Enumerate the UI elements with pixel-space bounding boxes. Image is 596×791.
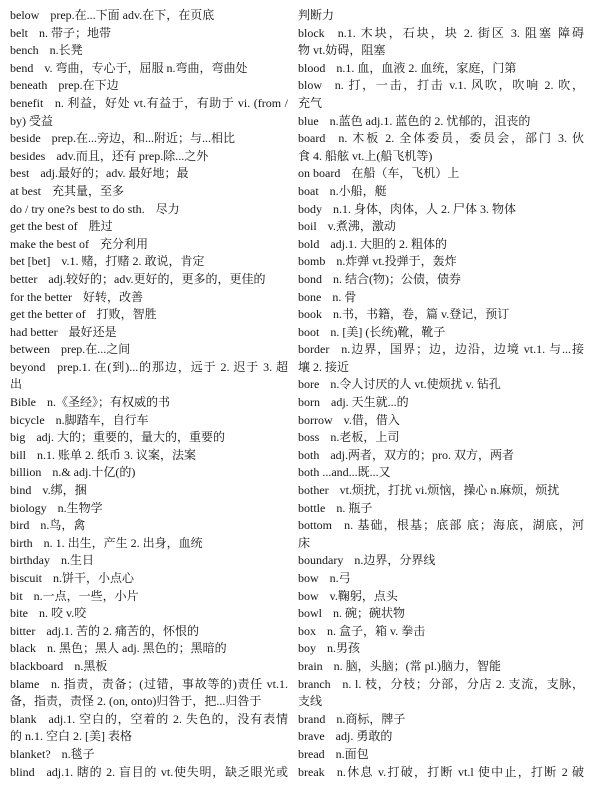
entry-term: beside <box>10 131 41 146</box>
entry <box>298 25 584 43</box>
entry-definition: n.生物学 <box>57 500 103 515</box>
entry <box>10 517 288 535</box>
entry-term: box <box>298 623 316 638</box>
entry-term: bowl <box>298 606 322 621</box>
entry-definition: v.1. 赌，打赌 2. 敢说，肯定 <box>61 254 205 269</box>
entry <box>298 218 584 236</box>
entry <box>10 359 288 377</box>
entry-term: between <box>10 342 50 357</box>
entry-definition-continued: 支线 <box>298 694 323 709</box>
entry <box>10 711 288 729</box>
entry-definition: n.弓 <box>329 571 351 585</box>
entry-term: better <box>10 271 38 286</box>
entry <box>298 764 584 782</box>
entry-term: do / try one?s best to do sth. <box>10 201 145 216</box>
entry-definition: n.边界，分界线 <box>354 553 436 568</box>
entry-continuation: both ...and...既...又 <box>298 465 391 480</box>
entry-term: bend <box>10 60 34 75</box>
entry <box>298 605 584 623</box>
entry-definition: n. 木板 2. 全体委员，委员会，部门 3. 伙 <box>338 131 584 146</box>
entry-term: had better <box>10 324 58 339</box>
entry-definition: 在船（车，飞机）上 <box>351 166 460 181</box>
entry-term: bitter <box>10 623 36 638</box>
entry-definition: n.生日 <box>61 553 95 568</box>
entry <box>10 464 288 482</box>
entry <box>298 746 584 764</box>
entry-definition: n. 利益，好处 vt.有益于，有助于 vi. (from / <box>54 95 288 110</box>
entry-definition: v.绑，捆 <box>42 483 87 498</box>
entry-term: branch <box>298 676 331 691</box>
entry <box>298 658 584 676</box>
entry-definition: n.黑板 <box>74 658 108 673</box>
entry-term: on board <box>298 166 341 181</box>
entry-term: bill <box>10 447 27 462</box>
entry-term: blank <box>10 711 37 726</box>
entry-definition: prep.在...之间 <box>60 342 131 357</box>
entry-definition: prep.在下边 <box>58 78 119 93</box>
entry <box>10 535 288 553</box>
entry-term: get the best of <box>10 219 78 234</box>
entry-definition: n.男孩 <box>327 641 361 656</box>
entry <box>10 130 288 148</box>
entry <box>298 60 584 78</box>
entry <box>10 605 288 623</box>
entry-definition: n. 1. 出生，产生 2. 出身，血统 <box>43 535 203 550</box>
entry-definition: n. 指责，责备；(过错，事故等的)责任 vt.1. <box>51 676 288 691</box>
entry-term: blackboard <box>10 658 64 673</box>
entry-term: board <box>298 131 326 146</box>
entry <box>10 289 288 307</box>
entry <box>10 60 288 78</box>
entry-term: birth <box>10 535 33 550</box>
entry <box>298 306 584 324</box>
entry-definition: 胜过 <box>88 219 113 234</box>
entry-term: boundary <box>298 553 344 568</box>
entry-term: boy <box>298 641 316 656</box>
entry <box>298 77 584 95</box>
entry-term: boil <box>298 219 317 234</box>
entry-definition: n.面包 <box>335 746 369 761</box>
entry-definition: n.令人讨厌的人 vt.使烦扰 v. 钻孔 <box>330 377 501 392</box>
entry-term: blame <box>10 676 40 691</box>
entry <box>10 412 288 430</box>
entry-definition: adj.1. 苦的 2. 痛苦的，怀恨的 <box>46 623 199 638</box>
entry <box>298 324 584 342</box>
entry-definition: n.1. 账单 2. 纸币 3. 议案，法案 <box>37 447 197 462</box>
entry-definition: 好转，改善 <box>82 289 143 304</box>
entry-term: black <box>10 641 36 656</box>
entry-term: at best <box>10 183 41 198</box>
entry-definition: v. 弯曲，专心于，屈服 n.弯曲，弯曲处 <box>44 60 248 75</box>
entry <box>298 236 584 254</box>
entry-definition: 尽力 <box>155 201 180 216</box>
entry <box>10 42 288 60</box>
entry-term: make the best of <box>10 236 89 251</box>
entry-definition: 充分利用 <box>99 236 148 251</box>
entry <box>298 570 584 588</box>
entry-term: bother <box>298 483 329 498</box>
entry-definition: n. 脑，头脑；(常 pl.)脑力，智能 <box>333 658 501 673</box>
entry-definition-continued: 的 n.1. 空白 2. [美] 表格 <box>10 729 132 744</box>
entry-continuation: 判断力 <box>298 8 335 22</box>
entry-term: bottom <box>298 518 333 533</box>
entry-definition: n.小船，艇 <box>329 183 387 198</box>
entry <box>298 130 584 148</box>
entry-term: bite <box>10 606 28 621</box>
entry-term: besides <box>10 148 46 163</box>
entry <box>10 482 288 500</box>
entry-definition: n. 骨 <box>332 289 357 304</box>
entry-definition-continued: 床 <box>298 535 311 550</box>
entry <box>10 148 288 166</box>
entry-term: born <box>298 395 320 410</box>
entry-definition: n.鸟，禽 <box>40 518 86 533</box>
entry <box>10 7 288 25</box>
entry <box>298 394 584 412</box>
entry-term: bomb <box>298 254 326 269</box>
entry-term: bow <box>298 588 319 603</box>
entry-term: blind <box>10 764 35 779</box>
entry-definition: n.长凳 <box>49 43 83 58</box>
entry-term: bet [bet] <box>10 254 51 269</box>
entry-term: bench <box>10 43 39 58</box>
entry-definition: n. 黑色；黑人 adj. 黑色的；黑暗的 <box>47 641 227 656</box>
entry-term: bottle <box>298 500 326 515</box>
entry-term: beneath <box>10 78 48 93</box>
entry-term: belt <box>10 25 28 40</box>
entry-definition: n. 瓶子 <box>336 500 373 515</box>
entry <box>10 183 288 201</box>
entry <box>298 113 584 131</box>
entry-term: both <box>298 447 320 462</box>
entry-term: body <box>298 201 322 216</box>
entry-definition: n.1. 血，血液 2. 血统，家庭，门第 <box>336 60 517 75</box>
entry-definition-continued: 出 <box>10 377 23 392</box>
entry-definition: n.脚踏车，自行车 <box>55 412 149 427</box>
entry <box>298 711 584 729</box>
entry <box>298 517 584 535</box>
entry <box>298 728 584 746</box>
entry <box>10 429 288 447</box>
entry-term: borrow <box>298 412 333 427</box>
entry-definition: n.老板，上司 <box>330 430 400 445</box>
entry <box>10 236 288 254</box>
entry <box>10 394 288 412</box>
entry-definition: n. 带子；地带 <box>39 25 112 40</box>
entry <box>10 764 288 782</box>
entry <box>10 95 288 113</box>
entry-definition: 最好还是 <box>68 324 117 339</box>
entry-term: bit <box>10 588 23 603</box>
entry <box>298 165 584 183</box>
entry-term: brain <box>298 658 323 673</box>
entry-term: blow <box>298 78 322 93</box>
entry <box>10 77 288 95</box>
entry-definition: n. [美] (长统)靴，靴子 <box>330 324 446 339</box>
entry-definition: adj.1. 大胆的 2. 粗体的 <box>330 236 448 251</box>
entry-term: bind <box>10 483 32 498</box>
entry-term: benefit <box>10 95 44 110</box>
entry-definition: adj. 天生就...的 <box>331 395 409 410</box>
entry-term: boat <box>298 183 319 198</box>
entry <box>298 271 584 289</box>
entry-term: bold <box>298 236 320 251</box>
entry-definition: v.煮沸，激动 <box>327 219 396 234</box>
entry-definition-continued: 壤 2. 接近 <box>298 359 350 374</box>
entry-term: birthday <box>10 553 50 568</box>
entry-definition-continued: 物 vt.妨碍，阻塞 <box>298 43 386 58</box>
entry-definition: n.一点，一些，小片 <box>33 588 139 603</box>
entry <box>298 552 584 570</box>
entry-definition: adj.1. 瞎的 2. 盲目的 vt.使失明，缺乏眼光或 <box>46 764 288 779</box>
entry <box>10 165 288 183</box>
entry <box>10 623 288 641</box>
entry-definition: adj. 大的；重要的，量大的，重要的 <box>36 430 226 445</box>
entry <box>10 570 288 588</box>
entry-term: blood <box>298 60 326 75</box>
entry-definition: n.1. 木块，石块，块 2. 街区 3. 阻塞 障碍 <box>337 25 584 40</box>
entry-term: blue <box>298 113 319 128</box>
entry <box>298 183 584 201</box>
entry <box>298 376 584 394</box>
entry-definition: 充其量，至多 <box>52 183 125 198</box>
entry-definition: n. l. 枝，分枝；分部，分店 2. 支流，支脉， <box>342 676 584 691</box>
entry-definition: n.& adj.十亿(的) <box>52 465 136 480</box>
entry-definition-continued: 食 4. 船舷 vt.上(船飞机等) <box>298 148 433 163</box>
entry-definition: n. 碗；碗状物 <box>333 606 406 621</box>
entry <box>10 201 288 219</box>
entry-definition: n.蓝色 adj.1. 蓝色的 2. 忧郁的，沮丧的 <box>329 113 531 128</box>
entry-definition: adj.较好的；adv.更好的，更多的，更佳的 <box>48 271 266 286</box>
left-column <box>10 7 288 785</box>
entry-term: beyond <box>10 359 46 374</box>
entry-definition-continued: by) 受益 <box>10 113 53 128</box>
entry <box>10 640 288 658</box>
entry-definition: n. 咬 v.咬 <box>39 606 87 621</box>
entry-definition: n.毯子 <box>61 746 95 761</box>
entry-term: bore <box>298 377 320 392</box>
entry-definition-continued: 备，指责，责怪 2. (on, onto)归咎于，把...归咎于 <box>10 694 262 709</box>
entry-definition: n. 盒子，箱 v. 拳击 <box>327 623 426 638</box>
entry-term: bond <box>298 271 322 286</box>
entry-definition: n. 基础，根基；底部 底；海底，湖底，河 <box>344 518 584 533</box>
entry <box>298 412 584 430</box>
entry <box>298 482 584 500</box>
entry <box>10 253 288 271</box>
entry <box>10 676 288 694</box>
entry-term: break <box>298 764 325 779</box>
entry <box>298 429 584 447</box>
entry <box>298 623 584 641</box>
entry-definition: n.1. 身体，肉体，人 2. 尸体 3. 物体 <box>333 201 517 216</box>
entry-term: brave <box>298 729 325 744</box>
entry-definition: v.鞠躬，点头 <box>329 588 398 603</box>
entry-term: block <box>298 25 325 40</box>
entry-term: bicycle <box>10 412 45 427</box>
entry-definition: n. 打，一击，打击 v.1. 风吹，吹响 2. 吹， <box>334 78 584 93</box>
entry <box>10 218 288 236</box>
entry <box>10 658 288 676</box>
entry-definition: n.饼干，小点心 <box>53 571 135 585</box>
entry-term: bread <box>298 746 325 761</box>
entry-definition: n.边界，国界；边，边沿，边境 vt.1. 与...接 <box>341 342 584 357</box>
entry <box>298 640 584 658</box>
entry-term: blanket? <box>10 746 51 761</box>
entry-term: best <box>10 166 30 181</box>
entry <box>298 341 584 359</box>
entry-definition-continued: 充气 <box>298 95 323 110</box>
entry-term: book <box>298 307 322 322</box>
entry <box>10 447 288 465</box>
entry <box>10 341 288 359</box>
entry <box>10 271 288 289</box>
entry-term: boss <box>298 430 320 445</box>
entry-term: get the better of <box>10 307 86 322</box>
entry-definition: n.休息 v.打破，打断 vt.l 使中止，打断 2 破 <box>336 764 584 779</box>
entry <box>10 552 288 570</box>
entry <box>10 746 288 764</box>
entry <box>298 289 584 307</box>
entry-term: biscuit <box>10 571 42 585</box>
entry-definition: 打败，智胜 <box>96 307 157 322</box>
entry-definition: adj.1. 空白的，空着的 2. 失色的，没有表情 <box>48 711 288 726</box>
entry-term: bone <box>298 289 322 304</box>
entry <box>10 306 288 324</box>
entry-definition: adj. 勇敢的 <box>335 729 393 744</box>
entry <box>10 588 288 606</box>
entry-term: big <box>10 430 26 445</box>
entry-definition: n.书，书籍，卷，篇 v.登记，预订 <box>333 307 510 322</box>
entry-term: for the better <box>10 289 72 304</box>
entry-definition: prep.在...下面 adv.在下，在页底 <box>50 8 215 22</box>
entry-term: below <box>10 8 40 22</box>
entry-definition: n. 结合(物)；公债，债券 <box>333 271 461 286</box>
entry-definition: v.借，借入 <box>343 412 400 427</box>
entry <box>298 447 584 465</box>
entry-term: brand <box>298 711 326 726</box>
right-column <box>298 7 584 785</box>
entry-term: billion <box>10 465 42 480</box>
entry-definition: n.《圣经》；有权威的书 <box>47 395 171 410</box>
entry-term: biology <box>10 500 47 515</box>
entry-term: bird <box>10 518 30 533</box>
entry-term: bow <box>298 571 319 585</box>
entry-definition: prep.在...旁边，和...附近；与...相比 <box>51 131 235 146</box>
entry <box>10 324 288 342</box>
entry-definition: adj.两者，双方的；pro. 双方，两者 <box>330 447 515 462</box>
entry-term: border <box>298 342 330 357</box>
entry-definition: adv.而且，还有 prep.除...之外 <box>56 148 209 163</box>
entry <box>10 500 288 518</box>
entry <box>10 25 288 43</box>
entry-definition: n.炸弹 vt.投弹于，轰炸 <box>336 254 457 269</box>
entry <box>298 253 584 271</box>
entry-definition: vt.烦扰，打扰 vi.烦恼，操心 n.麻烦，烦扰 <box>339 483 560 498</box>
entry-definition: n.商标，牌子 <box>336 711 406 726</box>
entry-definition: prep.1. 在(到)...的那边，远于 2. 迟于 3. 超 <box>57 359 288 374</box>
entry <box>298 588 584 606</box>
entry-term: Bible <box>10 395 36 410</box>
entry-definition: adj.最好的；adv. 最好地；最 <box>40 166 189 181</box>
entry <box>298 676 584 694</box>
entry <box>298 500 584 518</box>
entry <box>298 201 584 219</box>
entry-term: boot <box>298 324 320 339</box>
